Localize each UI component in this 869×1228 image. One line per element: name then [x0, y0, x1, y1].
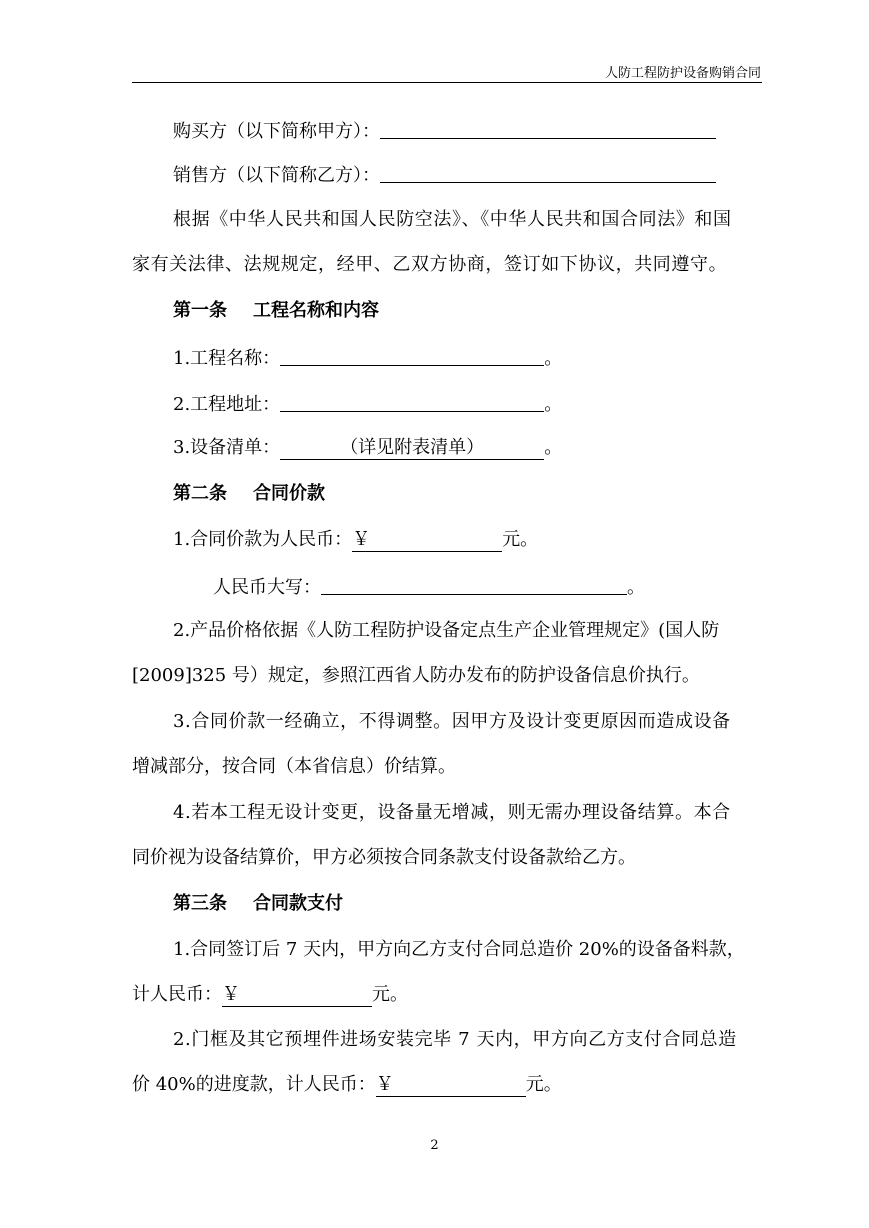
preamble-line-2: 家有关法律、法规规定，经甲、乙双方协商，签订如下协议，共同遵守。 [132, 254, 728, 275]
article-2-heading [173, 482, 325, 506]
capital-amount-label: 人民币大写： [213, 577, 321, 598]
header-rule [132, 82, 762, 83]
article-1-heading [173, 299, 379, 323]
header-title: 人防工程防护设备购销合同 [604, 66, 761, 81]
article-2-item-4-line-2: 同价视为设备结算价，甲方必须按合同条款支付设备款给乙方。 [132, 847, 636, 868]
article-1-item-3: 3.设备清单： （详见附表清单） 。 [173, 437, 563, 458]
seller-label: 销售方（以下简称乙方）： [173, 165, 380, 186]
article-1-item-2: 2.工程地址： 。 [173, 394, 563, 415]
article-2-number: 第二条 [173, 483, 227, 504]
project-address-label: 2.工程地址： [173, 394, 281, 415]
article-2-item-2-line-2: [2009]325 号）规定，参照江西省人防办发布的防护设备信息价执行。 [132, 665, 700, 686]
project-name-blank[interactable] [280, 347, 544, 366]
article-2-item-1: 1.合同价款为人民币：￥ 元。 [173, 529, 539, 550]
buyer-label: 购买方（以下简称甲方）： [173, 121, 380, 142]
contract-price-label: 1.合同价款为人民币： [173, 529, 353, 550]
capital-amount-blank[interactable] [321, 576, 627, 595]
page-number: 2 [430, 1138, 439, 1153]
article-2-title: 合同价款 [253, 483, 325, 504]
progress-payment-label: 价 40%的进度款，计人民币： [132, 1074, 376, 1095]
project-address-blank[interactable] [280, 393, 544, 412]
seller-line [173, 162, 716, 188]
equipment-list-label: 3.设备清单： [173, 437, 281, 458]
article-2-item-4-line-1: 4.若本工程无设计变更，设备量无增减，则无需办理设备结算。本合 [173, 802, 731, 823]
article-3-item-1-line-2: 计人民币：￥ 元。 [132, 984, 408, 1005]
contract-price-blank[interactable]: ￥ [352, 529, 502, 552]
article-2-item-2-line-1: 2.产品价格依据《人防工程防护设备定点生产企业管理规定》(国人防 [173, 620, 720, 641]
article-3-item-2-line-1: 2.门框及其它预埋件进场安装完毕 7 天内，甲方向乙方支付合同总造 [173, 1029, 737, 1050]
advance-payment-label: 计人民币： [132, 984, 222, 1005]
equipment-list-value: （详见附表清单） [280, 437, 544, 460]
buyer-blank[interactable] [380, 120, 716, 139]
buyer-line [173, 118, 716, 144]
article-3-item-2-line-2: 价 40%的进度款，计人民币：￥ 元。 [132, 1074, 562, 1095]
seller-blank[interactable] [380, 164, 716, 183]
project-name-label: 1.工程名称： [173, 348, 281, 369]
article-3-number: 第三条 [173, 893, 227, 914]
article-2-item-3-line-2: 增减部分，按合同（本省信息）价结算。 [132, 756, 456, 777]
article-1-title: 工程名称和内容 [253, 300, 379, 321]
article-3-heading [173, 892, 343, 916]
advance-payment-blank[interactable]: ￥ [222, 984, 372, 1007]
progress-payment-blank[interactable]: ￥ [376, 1074, 526, 1097]
article-3-item-1-line-1: 1.合同签订后 7 天内，甲方向乙方支付合同总造价 20%的设备备料款， [173, 939, 745, 960]
article-2-item-3-line-1: 3.合同价款一经确立，不得调整。因甲方及设计变更原因而造成设备 [173, 711, 731, 732]
preamble-line-1: 根据《中华人民共和国人民防空法》、《中华人民共和国合同法》和国 [173, 209, 732, 230]
article-1-number: 第一条 [173, 300, 227, 321]
article-1-item-1: 1.工程名称： 。 [173, 348, 563, 369]
article-3-title: 合同款支付 [253, 893, 343, 914]
article-2-capital: 人民币大写： 。 [213, 577, 645, 598]
